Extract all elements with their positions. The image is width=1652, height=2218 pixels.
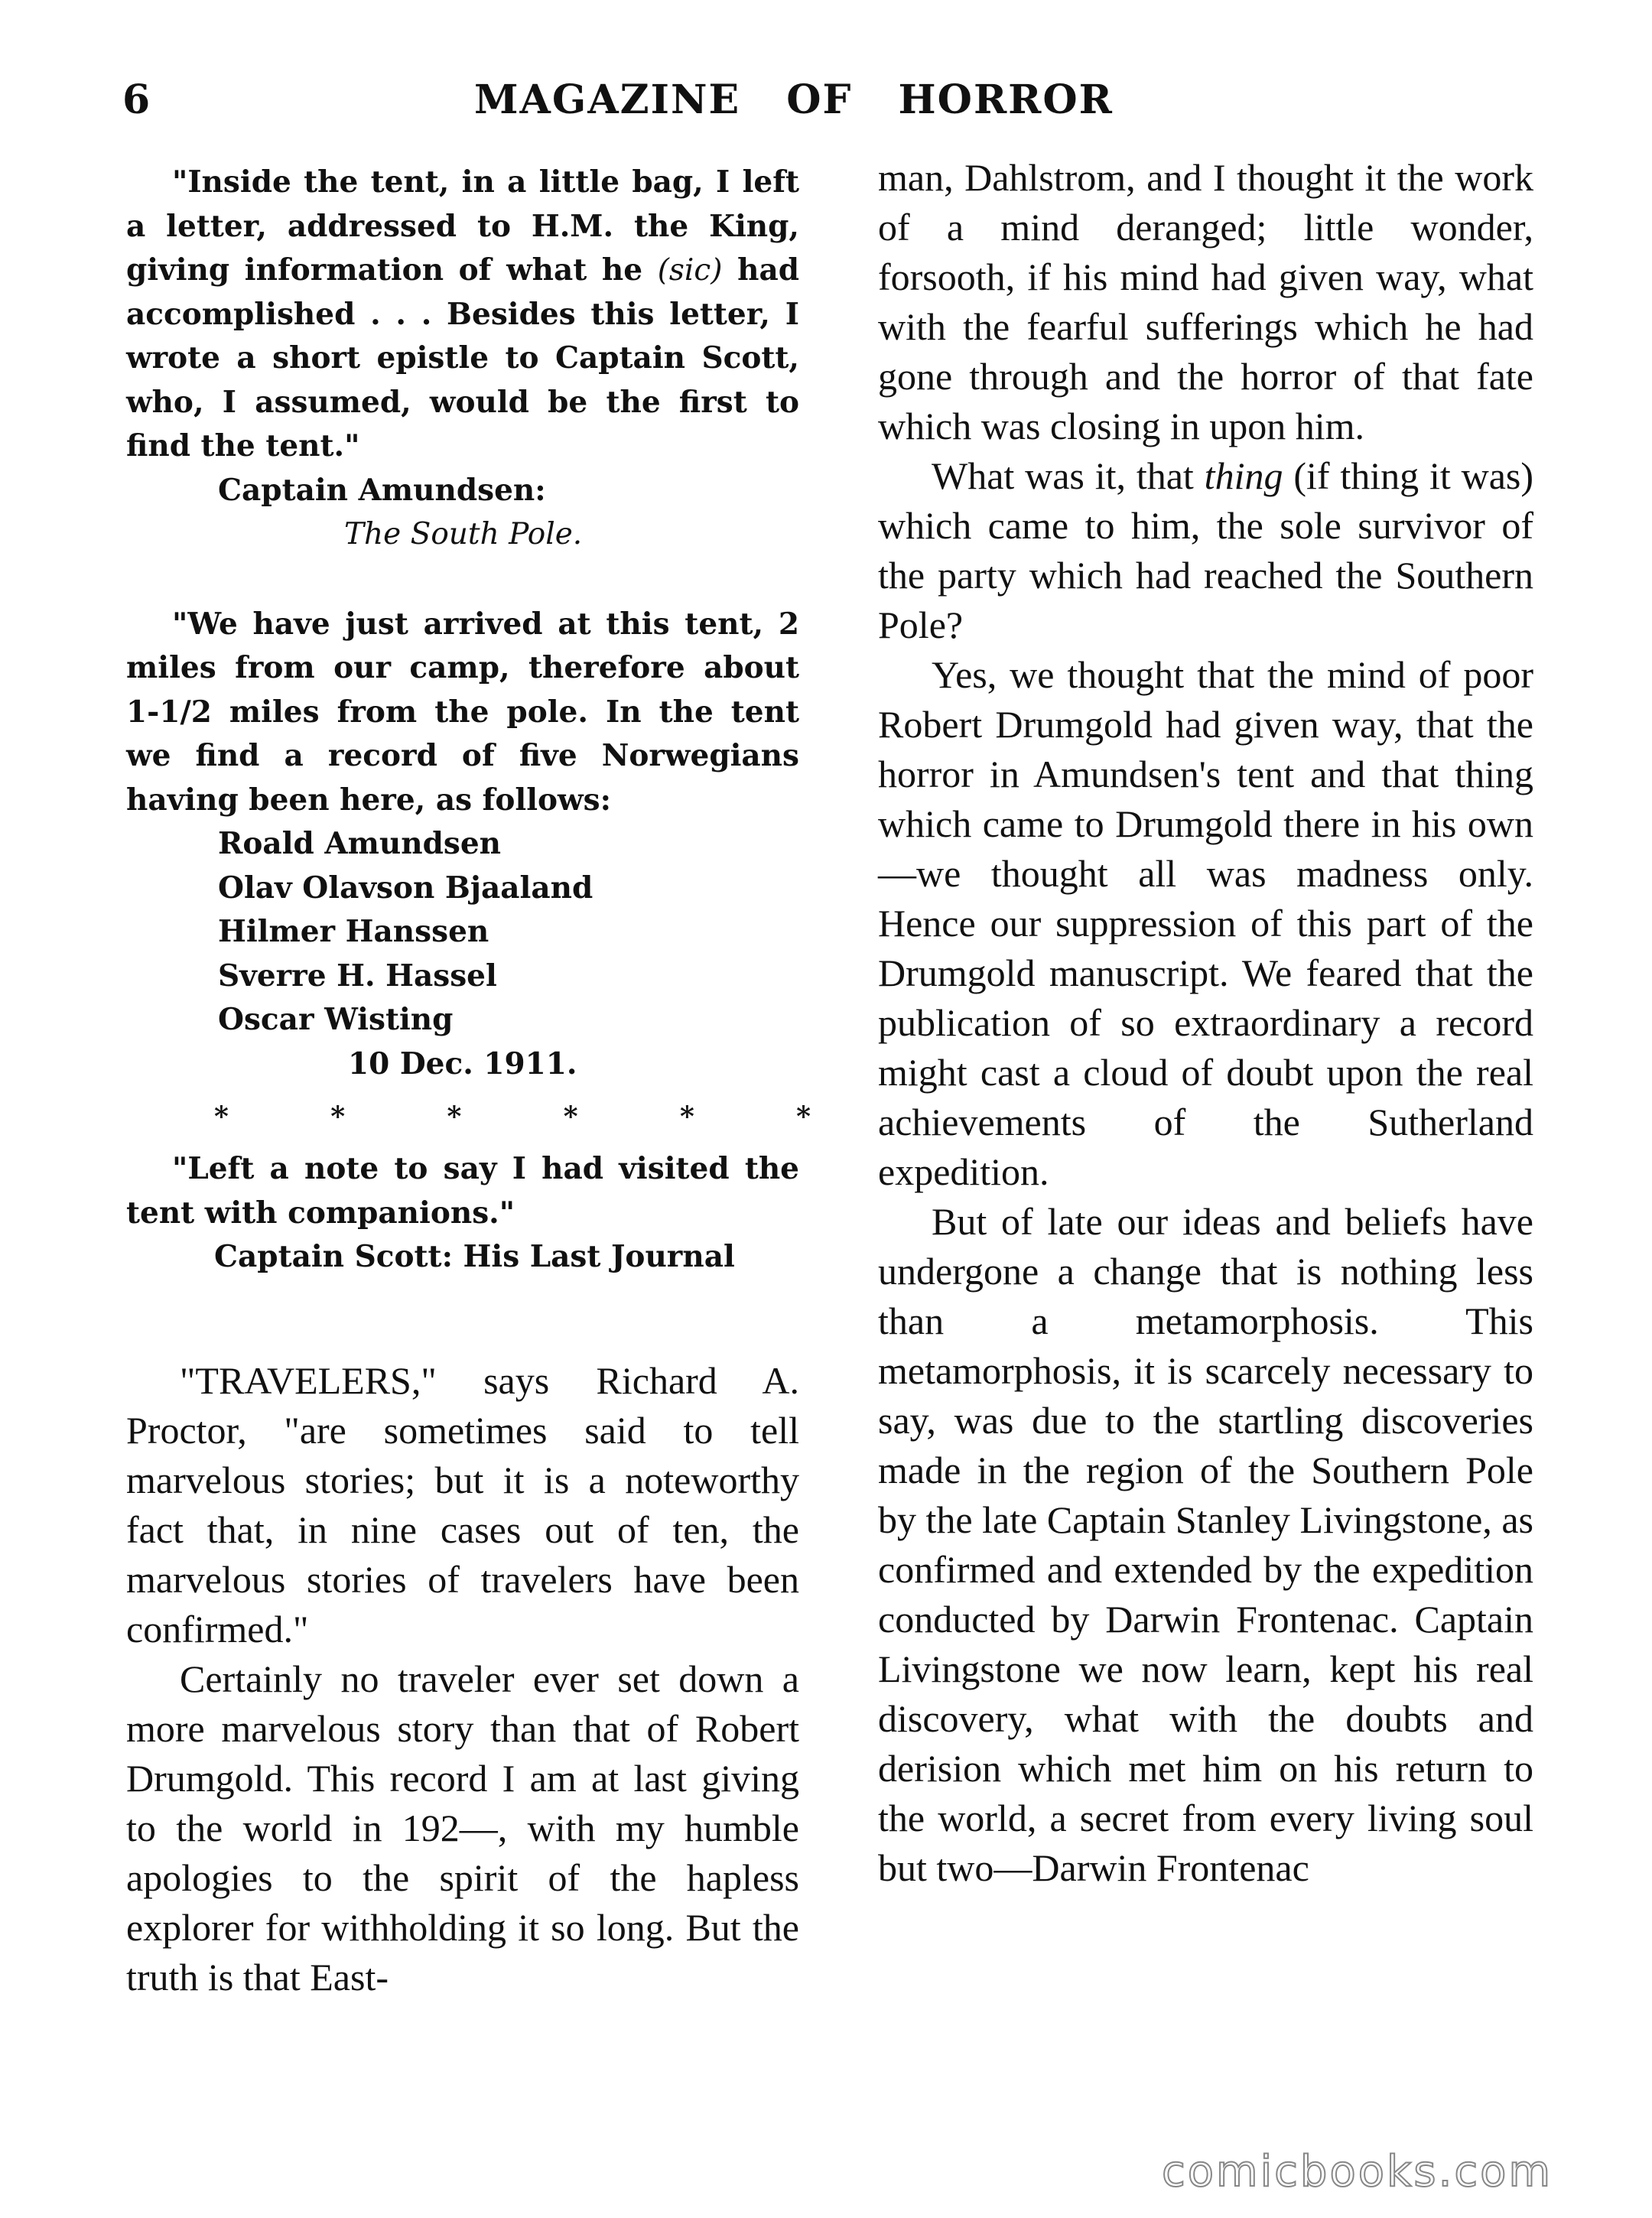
body-paragraph: "TRAVELERS," says Richard A. Proctor, "are sometimes said to tell marvelous stories; but it is a noteworthy fact that, in nine cases out of ten, the marvelous stories of travelers have been confirmed." bbox=[126, 1358, 799, 1650]
list-item: Olav Olavson Bjaaland bbox=[218, 870, 593, 906]
right-column bbox=[878, 153, 1533, 1893]
watermark-logo: comicbooks.com bbox=[1161, 2147, 1553, 2197]
asterisk: * bbox=[214, 1101, 229, 1133]
asterisk: * bbox=[563, 1101, 578, 1133]
list-item: Sverre H. Hassel bbox=[218, 958, 497, 994]
page-number: 6 bbox=[122, 76, 151, 123]
body-text-left bbox=[126, 1356, 799, 2002]
epigraph-amundsen-author: Captain Amundsen: bbox=[218, 472, 546, 508]
asterisk: * bbox=[330, 1101, 346, 1133]
body-paragraph: But of late our ideas and beliefs have undergone a change that is nothing less than a metamorphosis. This metamorphosis, it is scarcely necessary to say, was due to the startling discoveries made in the region of the Southern Pole by the late Captain Stanley Livingstone, as confirmed and extended by the expedition conducted by Darwin Frontenac. Captain Livingstone we now learn, kept his real discovery, what with the doubts and derision which met him on his return to the world, a secret from every living soul but two—Darwin Frontenac bbox=[878, 1200, 1533, 1889]
epigraph-scott-note-quote: "Left a note to say I had visited the tent with companions." bbox=[126, 1151, 799, 1231]
norwegian-names-list bbox=[126, 822, 799, 1042]
epigraph-amundsen-work: The South Pole. bbox=[344, 517, 583, 551]
sic-note: (sic) bbox=[657, 253, 723, 288]
magazine-title: MAGAZINE OF HORROR bbox=[474, 76, 1114, 123]
left-column bbox=[126, 161, 811, 2002]
epigraph-scott-tent-quote: "We have just arrived at this tent, 2 miles from our camp, therefore about 1-1/2 miles from the pole. In the tent we find a record of five Norwegians having been here, as follows: bbox=[126, 606, 799, 818]
epigraph-amundsen bbox=[126, 161, 799, 469]
body-paragraph: Certainly no traveler ever set down a more marvelous story than that of Robert Drumgold. This record I am at last giving to the world in 192—, with my humble apologies to the spirit of the hapless explorer for withholding it so long. But the truth is that East- bbox=[126, 1657, 799, 1998]
body-paragraph: What was it, that thing (if thing it was) which came to him, the sole survivor of the party which had reached the Southern Pole? bbox=[878, 454, 1534, 646]
list-item: Oscar Wisting bbox=[218, 1002, 454, 1037]
page-header bbox=[122, 76, 1530, 130]
epigraph-scott-tent bbox=[126, 603, 799, 823]
list-item: Roald Amundsen bbox=[218, 826, 501, 861]
body-paragraph: Yes, we thought that the mind of poor Robert Drumgold had given way, that the horror in Amundsen's tent and that thing which came to Drumgold there in his own—we thought all was madness only. Hence our suppression of this part of the Drumgold manuscript. We feared that the publication of so extraordinary a record might cast a cloud of doubt upon the real achievements of the Sutherland expedition. bbox=[878, 653, 1533, 1193]
epigraph-scott-note-attribution: Captain Scott: His Last Journal bbox=[214, 1239, 735, 1274]
epigraph-amundsen-quote: "Inside the tent, in a little bag, I left a letter, addressed to H.M. the King, giving information of what he (sic) had accomplished . . . Besides this letter, I wrote a short epistle to Captain Scott, who, I assumed, would be the first to find the tent." bbox=[126, 164, 799, 463]
body-paragraph: man, Dahlstrom, and I thought it the work of a mind deranged; little wonder, forsooth, if his mind had given way, what with the fearful sufferings which he had gone through and the horror of that fate which was closing in upon him. bbox=[878, 156, 1533, 447]
list-item: Hilmer Hanssen bbox=[218, 914, 489, 949]
asterisk: * bbox=[447, 1101, 462, 1133]
asterisk: * bbox=[679, 1101, 694, 1133]
epigraph-scott-note bbox=[126, 1147, 799, 1235]
asterisk: * bbox=[796, 1101, 811, 1133]
epigraph-date: 10 Dec. 1911. bbox=[348, 1046, 577, 1081]
section-break-asterisks bbox=[214, 1086, 811, 1147]
italic-thing: thing bbox=[1204, 454, 1283, 497]
